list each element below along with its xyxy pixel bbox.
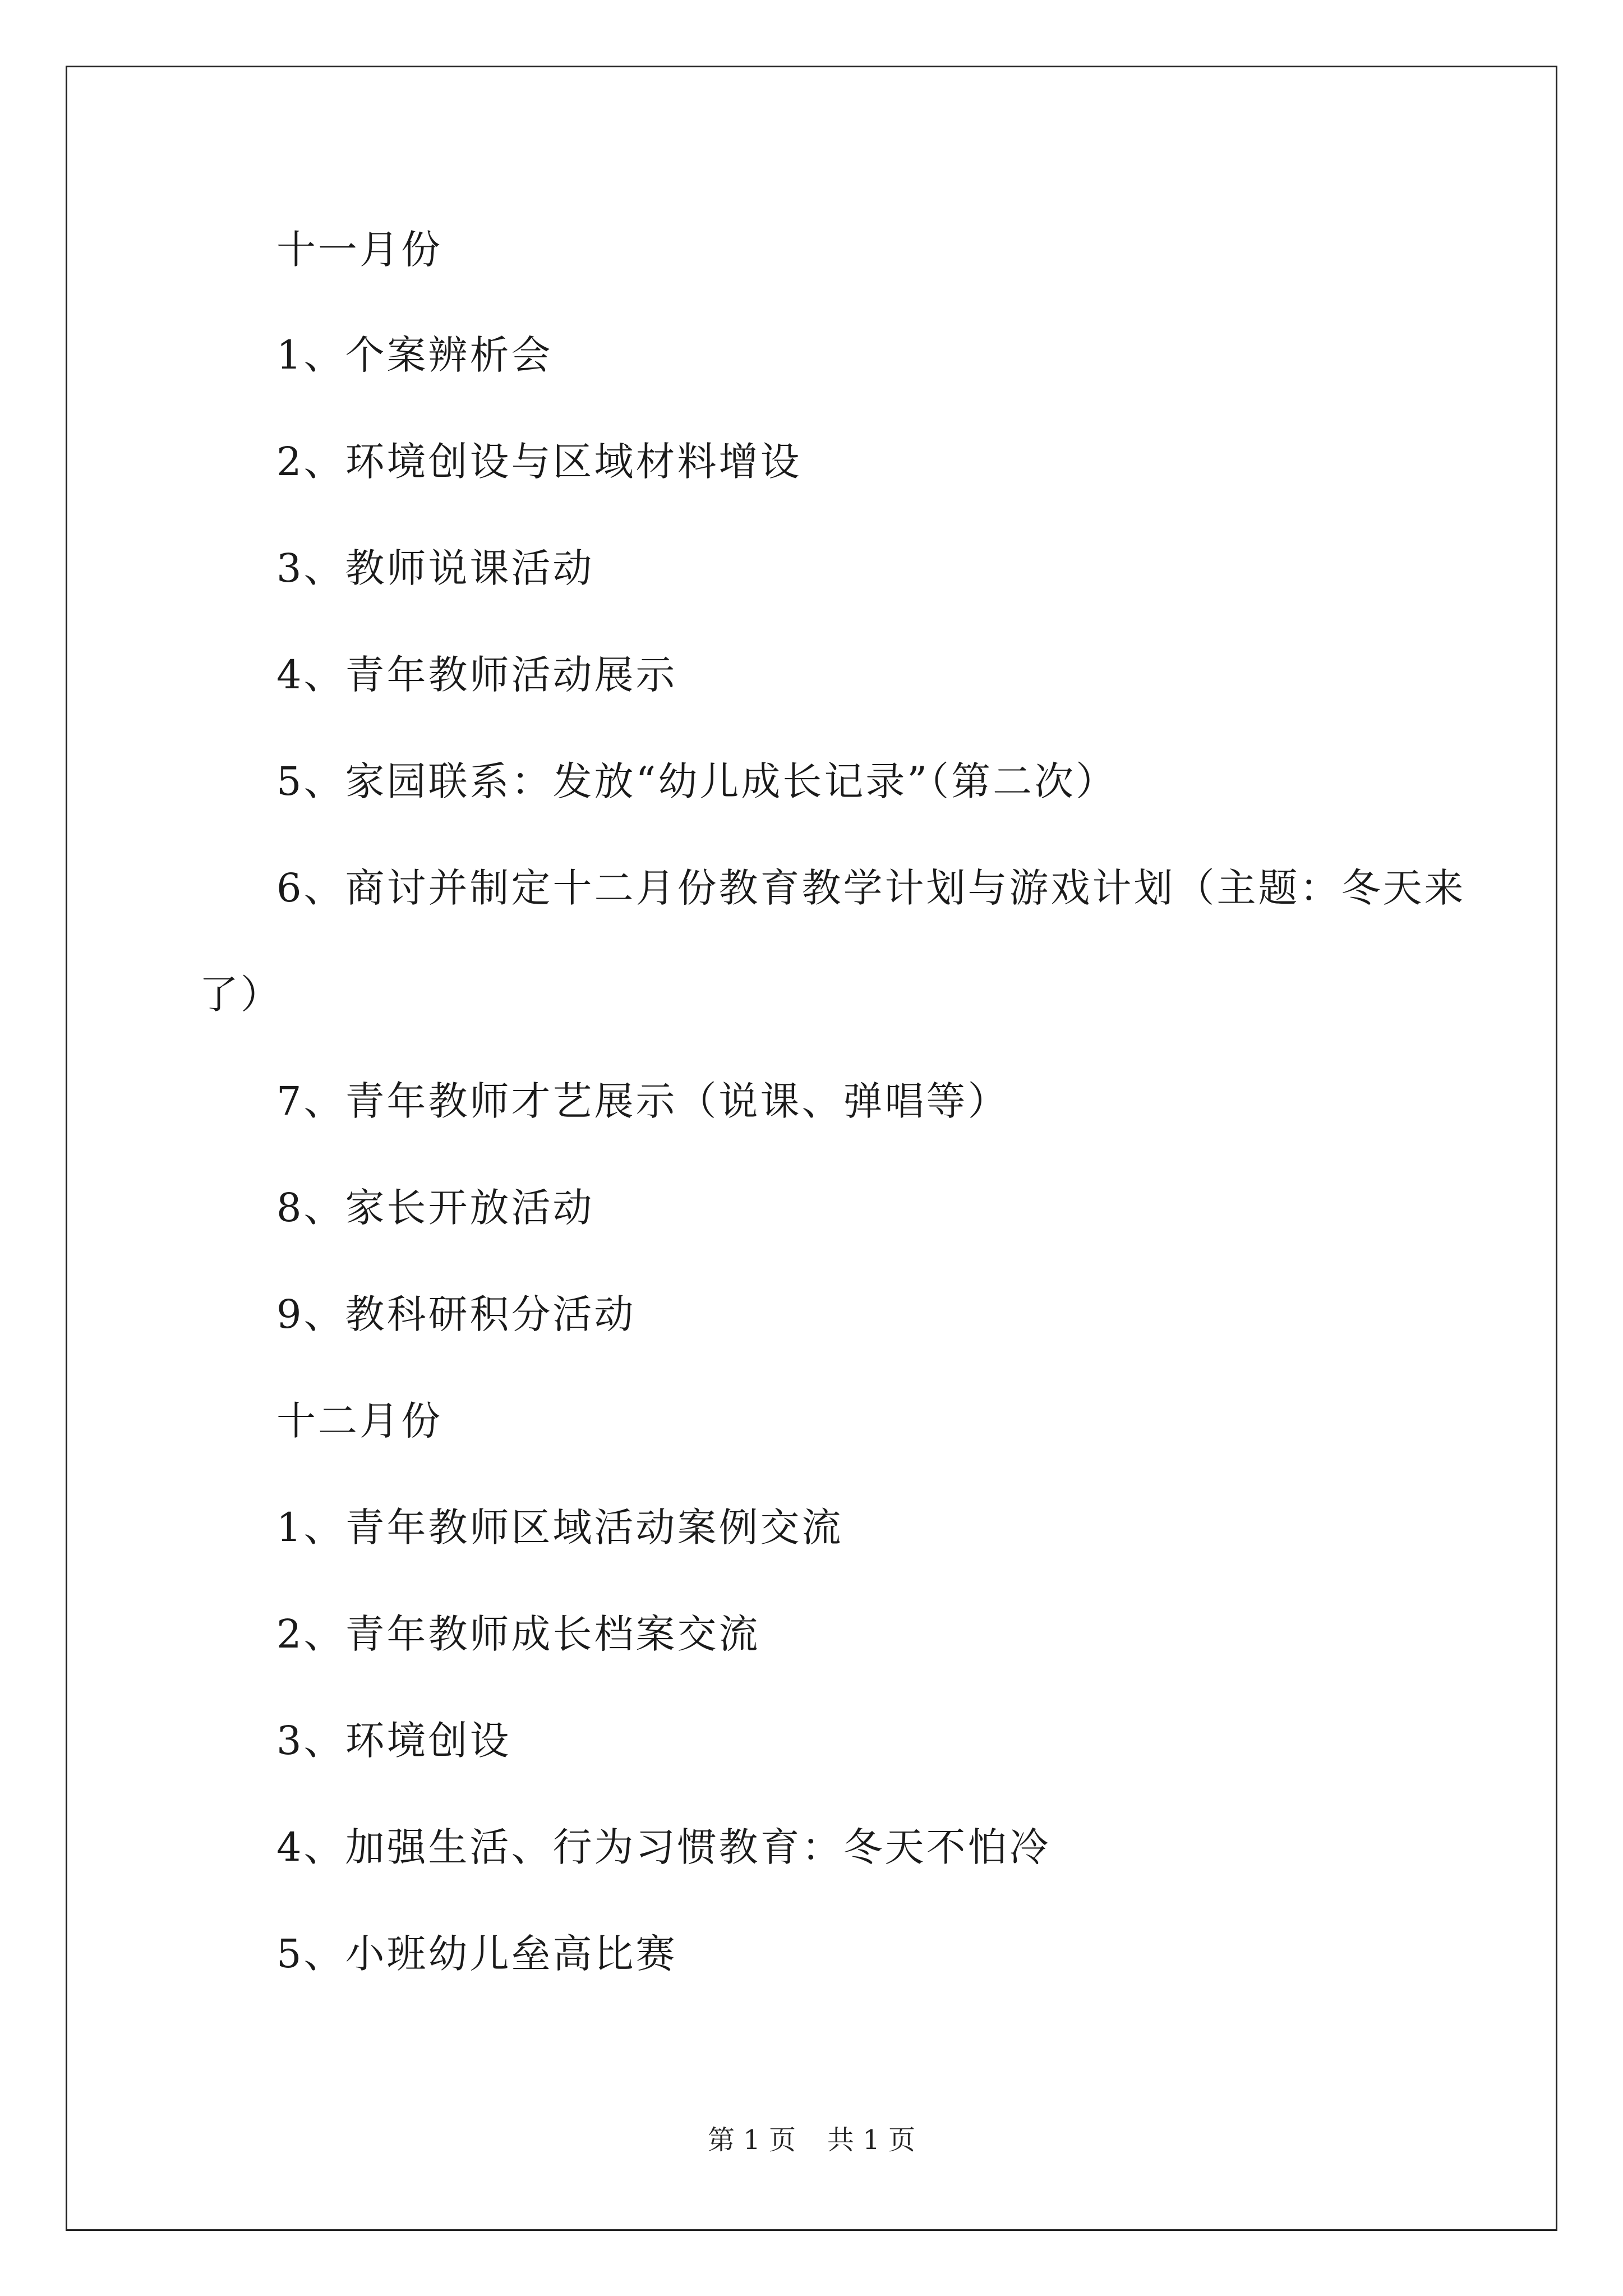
list-item: 5、小班幼儿垒高比赛 bbox=[276, 1931, 677, 1977]
list-item: 7、青年教师才艺展示（说课、弹唱等） bbox=[276, 1078, 1009, 1124]
list-item: 1、个案辨析会 bbox=[276, 332, 553, 378]
list-item: 4、加强生活、行为习惯教育：冬天不怕冷 bbox=[276, 1824, 1051, 1870]
list-item: 9、教科研积分活动 bbox=[276, 1291, 636, 1337]
list-item-continuation: 了） bbox=[199, 972, 282, 1018]
section-heading-november: 十一月份 bbox=[276, 227, 442, 273]
page-number: 第 1 页 bbox=[707, 2124, 796, 2156]
list-item: 5、家园联系：发放“幼儿成长记录”（第二次） bbox=[276, 758, 1118, 804]
list-item: 2、环境创设与区域材料增设 bbox=[276, 439, 802, 485]
list-item: 4、青年教师活动展示 bbox=[276, 652, 677, 698]
list-item: 1、青年教师区域活动案例交流 bbox=[276, 1504, 843, 1550]
page-border bbox=[66, 66, 1557, 2231]
section-heading-december: 十二月份 bbox=[276, 1398, 442, 1444]
list-item: 6、商讨并制定十二月份教育教学计划与游戏计划（主题：冬天来 bbox=[276, 865, 1466, 911]
page-footer bbox=[0, 2123, 1623, 2157]
page-total: 共 1 页 bbox=[827, 2124, 916, 2156]
list-item: 8、家长开放活动 bbox=[276, 1185, 594, 1231]
list-item: 2、青年教师成长档案交流 bbox=[276, 1611, 760, 1657]
list-item: 3、教师说课活动 bbox=[276, 545, 594, 591]
list-item: 3、环境创设 bbox=[276, 1718, 511, 1764]
